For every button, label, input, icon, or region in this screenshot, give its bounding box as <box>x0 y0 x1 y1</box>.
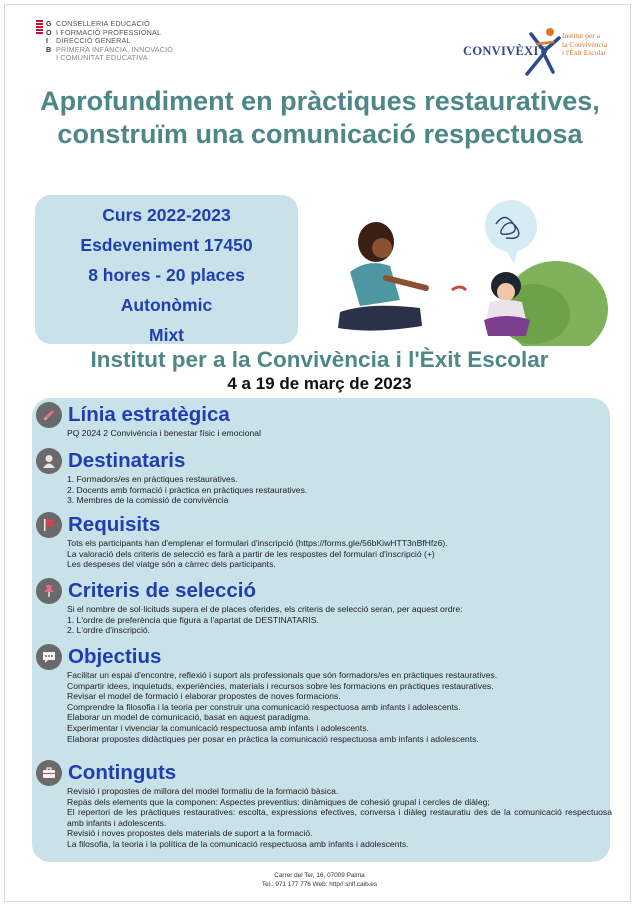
body-line: Les despeses del viatge són a càrrec dels participants. <box>67 559 276 570</box>
footer-contact: Tel.: 971 177 776 Web: http//:snlf.caib.es <box>261 880 378 888</box>
government-logo-line: I DIRECCIÓ GENERAL <box>46 36 131 46</box>
convivexit-subtitle <box>562 32 607 58</box>
footer-address: Carrer del Ter, 16, 07009 Palma <box>274 872 365 879</box>
section-title: Criteris de selecció <box>68 579 257 602</box>
institution-name: Institut per a la Convivència i l'Èxit Escolar <box>90 347 549 372</box>
convivexit-figure-icon <box>523 24 563 76</box>
scope: Autonòmic <box>120 295 213 315</box>
footer <box>0 872 639 889</box>
body-line: Si el nombre de sol·licituds supera el de places oferides, els criteris de selecció seran, per aquest ordre: <box>67 604 463 614</box>
body-line: 1. L'ordre de preferència que figura a l'apartat de DESTINATARIS. <box>67 614 319 625</box>
government-logo <box>36 20 173 63</box>
chat-bubble-icon <box>36 644 62 670</box>
flag-icon <box>36 512 62 538</box>
body-line: Revisió i propostes de millora del model formatiu de la formació bàsica. <box>67 786 339 796</box>
section-body <box>67 538 612 570</box>
pencil-icon <box>36 402 62 428</box>
pushpin-icon <box>36 578 62 604</box>
illustration-conversation <box>306 194 609 346</box>
section-objectius <box>36 644 612 744</box>
section-body <box>67 670 612 744</box>
course-dates: 4 a 19 de març de 2023 <box>227 374 412 393</box>
body-line: Revisió i noves propostes dels materials de suport a la formació. <box>67 828 313 839</box>
section-linia-estrategica <box>36 402 612 439</box>
body-line: 2. L'ordre d'inscripció. <box>67 625 151 636</box>
section-destinataris <box>36 448 612 506</box>
body-line: Experimentar i vivenciar la comunicació respectuosa amb infants i adolescents. <box>67 722 369 733</box>
government-logo-text <box>46 20 173 63</box>
convivexit-wordmark: CONVIVÈXIT <box>463 44 548 58</box>
body-line: 3. Membres de la comissió de convivència <box>67 495 229 506</box>
person-icon <box>36 448 62 474</box>
body-line: El repertori de les pràctiques restauratives: escolta, expressions efectives, conversa i diàleg restauratiu des de la comunicació respectuosa amb infants i adolescents. <box>67 807 612 828</box>
body-line: PQ 2024 2 Convivència i benestar físic i emocional <box>67 428 261 438</box>
section-continguts <box>36 760 612 850</box>
section-body <box>67 428 612 439</box>
section-title: Destinataris <box>68 449 186 472</box>
course-year: Curs 2022-2023 <box>102 205 231 225</box>
body-line: 2. Docents amb formació i pràctica en pràctiques restauratives. <box>67 484 308 495</box>
body-line: Tots els participants han d'emplenar el formulari d'inscripció (https://forms.gle/56bKiwHTT3nBfHfz6). <box>67 538 448 548</box>
body-line: 1. Formadors/es en pràctiques restauratives. <box>67 474 238 484</box>
section-title: Requisits <box>68 513 161 536</box>
section-criteris-seleccio <box>36 578 612 636</box>
flag-stripes-icon <box>36 20 43 34</box>
briefcase-icon <box>36 760 62 786</box>
event-number: Esdeveniment 17450 <box>80 235 253 255</box>
body-line: Repàs dels elements que la componen: Aspectes preventius: dinàmiques de cohesió grupal i cercles de diàleg; <box>67 796 490 807</box>
section-title: Línia estratègica <box>68 403 230 426</box>
government-logo-line: B PRIMERA INFÀNCIA, INNOVACIÓ <box>46 44 174 54</box>
section-title: Continguts <box>68 761 177 784</box>
body-line: Revisar el model de formació i elaborar propostes de noves formacions. <box>67 691 341 702</box>
course-title: Aprofundiment en pràctiques restauratives, construïm una comunicació respectuosa <box>40 86 600 149</box>
convivexit-sub-line: la Convivència <box>562 39 608 49</box>
government-logo-line: O I FORMACIÓ PROFESSIONAL <box>46 27 162 37</box>
body-line: Compartir idees, inquietuds, experiències, materials i recursos sobre les formacions en pràctiques restauratives. <box>67 680 494 691</box>
government-logo-line: I COMUNITAT EDUCATIVA <box>56 53 148 63</box>
body-line: La valoració dels criteris de selecció es farà a partir de les respostes del formulari d'inscripció (+) <box>67 548 435 559</box>
section-title: Objectius <box>68 645 162 668</box>
government-logo-line: G CONSELLERIA EDUCACIÓ <box>46 19 150 28</box>
body-line: La filosofia, la teoria i la política de la comunicació respectuosa amb infants i adolescents. <box>67 838 409 849</box>
convivexit-sub-line: Institut per a <box>562 31 600 40</box>
section-requisits <box>36 512 612 570</box>
convivexit-logo <box>463 24 613 79</box>
course-info-box <box>35 195 298 344</box>
convivexit-sub-line: i l'Èxit Escolar <box>562 48 607 57</box>
body-line: Facilitar un espai d'encontre, reflexió i suport als professionals que són formadors/es en pràctiques restauratives. <box>67 670 498 680</box>
modality: Mixt <box>149 325 184 345</box>
body-line: Elaborar propostes didàctiques per posar en pràctica la comunicació respectuosa amb infants i adolescents. <box>67 733 479 744</box>
body-line: Comprendre la filosofia i la teoria per construir una comunicació respectuosa amb infants i adolescents. <box>67 701 461 712</box>
body-line: Elaborar un model de comunicació, basat en aquest paradigma. <box>67 712 311 723</box>
section-body <box>67 786 612 850</box>
hours-places: 8 hores - 20 places <box>88 265 245 285</box>
section-body <box>67 604 612 636</box>
section-body <box>67 474 612 506</box>
